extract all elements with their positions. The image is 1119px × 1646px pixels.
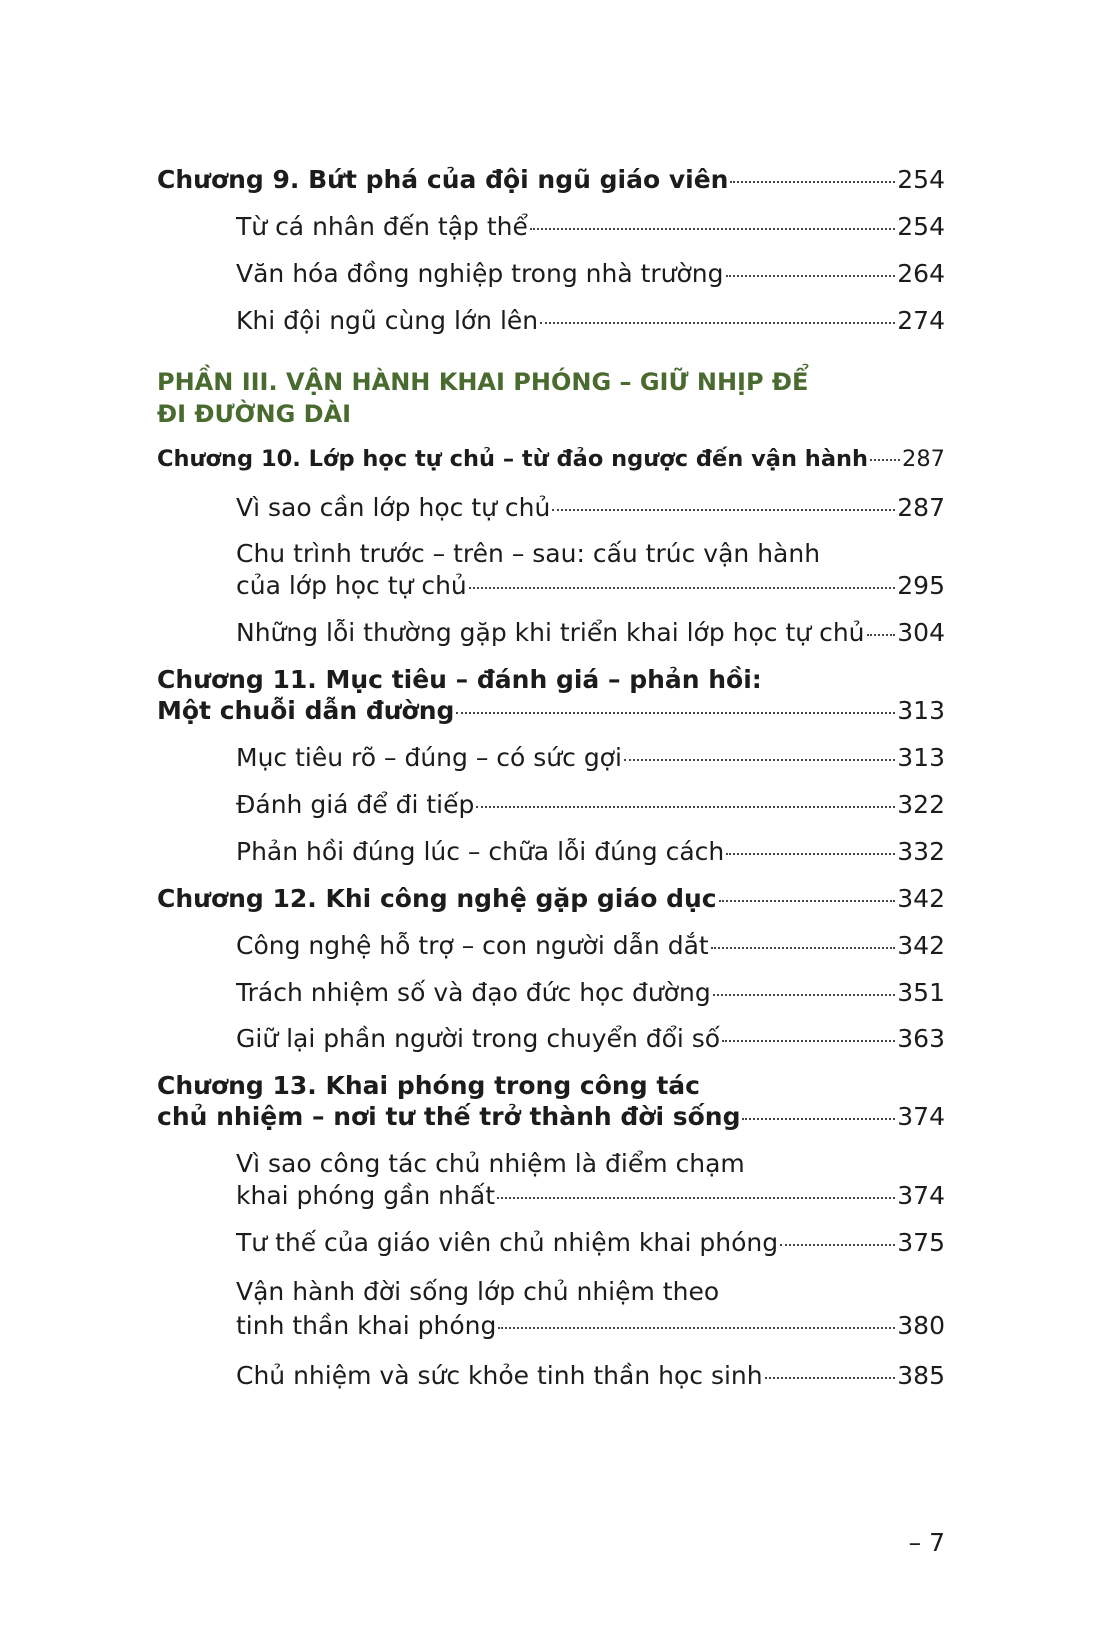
toc-chapter-11-line1[interactable]: Chương 11. Mục tiêu – đánh giá – phản hồi: <box>157 665 762 694</box>
toc-section[interactable] <box>236 931 945 960</box>
dot-leader <box>540 322 895 324</box>
toc-page-number: 351 <box>897 978 945 1007</box>
toc-entry-title: Phản hồi đúng lúc – chữa lỗi đúng cách <box>236 837 725 866</box>
toc-entry-title: Văn hóa đồng nghiệp trong nhà trường <box>236 259 724 288</box>
dot-leader <box>867 634 896 636</box>
toc-section[interactable] <box>236 1361 945 1390</box>
toc-chapter-12[interactable] <box>157 884 945 913</box>
toc-section-line1[interactable]: Vận hành đời sống lớp chủ nhiệm theo <box>236 1277 720 1306</box>
toc-section[interactable] <box>236 212 945 241</box>
dot-leader <box>469 587 896 589</box>
toc-page-number: 375 <box>897 1228 945 1257</box>
toc-section[interactable] <box>236 837 945 866</box>
toc-entry-title: Những lỗi thường gặp khi triển khai lớp học tự chủ <box>236 618 865 647</box>
toc-section[interactable] <box>236 978 945 1007</box>
toc-entry-title: Khi đội ngũ cùng lớn lên <box>236 306 539 335</box>
toc-entry-title: Một chuỗi dẫn đường <box>157 696 455 725</box>
toc-page-number: 313 <box>897 696 945 725</box>
dot-leader <box>456 712 895 714</box>
dot-leader <box>765 1377 896 1379</box>
toc-entry-title: Chương 9. Bứt phá của đội ngũ giáo viên <box>157 165 729 194</box>
toc-page-number: 322 <box>897 790 945 819</box>
toc-chapter-9[interactable] <box>157 165 945 194</box>
toc-section[interactable] <box>236 1181 945 1210</box>
toc-page-number: 374 <box>897 1102 945 1131</box>
toc-page-number: 363 <box>897 1024 945 1053</box>
toc-entry-title: Giữ lại phần người trong chuyển đổi số <box>236 1024 721 1053</box>
toc-entry-title: tinh thần khai phóng <box>236 1311 497 1340</box>
toc-section[interactable] <box>236 571 945 600</box>
dot-leader <box>713 994 896 996</box>
dot-leader <box>552 509 895 511</box>
toc-page-number: 380 <box>897 1311 945 1340</box>
toc-entry-title: Vì sao cần lớp học tự chủ <box>236 493 551 522</box>
toc-chapter-13[interactable] <box>157 1102 945 1131</box>
toc-section-line1[interactable]: Chu trình trước – trên – sau: cấu trúc vận hành <box>236 539 821 568</box>
dot-leader <box>726 275 896 277</box>
dot-leader <box>719 900 896 902</box>
toc-page-number: 287 <box>902 446 945 472</box>
dot-leader <box>870 459 900 461</box>
toc-section[interactable] <box>236 790 945 819</box>
dot-leader <box>498 1327 895 1329</box>
dot-leader <box>711 947 896 949</box>
toc-page-number: 264 <box>897 259 945 288</box>
toc-section[interactable] <box>236 493 945 522</box>
toc-page-number: 342 <box>897 931 945 960</box>
toc-entry-title: Trách nhiệm số và đạo đức học đường <box>236 978 711 1007</box>
toc-entry-title: Chương 12. Khi công nghệ gặp giáo dục <box>157 884 717 913</box>
dot-leader <box>722 1040 895 1042</box>
toc-section[interactable] <box>236 618 945 647</box>
part-heading-line2: ĐI ĐƯỜNG DÀI <box>157 400 352 428</box>
toc-page-number: 304 <box>897 618 945 647</box>
toc-page-number: 342 <box>897 884 945 913</box>
toc-page-number: 274 <box>897 306 945 335</box>
toc-entry-title: Chương 10. Lớp học tự chủ – từ đảo ngược đến vận hành <box>157 446 869 472</box>
toc-section[interactable] <box>236 1311 945 1340</box>
dot-leader <box>497 1197 895 1199</box>
dot-leader <box>530 228 895 230</box>
dot-leader <box>730 181 895 183</box>
toc-entry-title: Chủ nhiệm và sức khỏe tinh thần học sinh <box>236 1361 763 1390</box>
dot-leader <box>624 759 895 761</box>
dot-leader <box>780 1244 895 1246</box>
toc-page-number: 254 <box>897 212 945 241</box>
toc-section[interactable] <box>236 1228 945 1257</box>
toc-page-number: 374 <box>897 1181 945 1210</box>
toc-page-number: 295 <box>897 571 945 600</box>
toc-section-line1[interactable]: Vì sao công tác chủ nhiệm là điểm chạm <box>236 1149 745 1178</box>
toc-chapter-13-line1[interactable]: Chương 13. Khai phóng trong công tác <box>157 1071 700 1100</box>
toc-page-number: 254 <box>897 165 945 194</box>
toc-chapter-11[interactable] <box>157 696 945 725</box>
toc-entry-title: Công nghệ hỗ trợ – con người dẫn dắt <box>236 931 709 960</box>
dot-leader <box>726 853 895 855</box>
part-heading-line1: PHẦN III. VẬN HÀNH KHAI PHÓNG – GIỮ NHỊP ĐỂ <box>157 368 809 396</box>
toc-section[interactable] <box>236 1024 945 1053</box>
toc-entry-title: của lớp học tự chủ <box>236 571 467 600</box>
toc-entry-title: Đánh giá để đi tiếp <box>236 790 475 819</box>
toc-entry-title: khai phóng gần nhất <box>236 1181 495 1210</box>
toc-entry-title: Từ cá nhân đến tập thể <box>236 212 528 241</box>
toc-chapter-10[interactable] <box>157 446 945 472</box>
toc-page-number: 332 <box>897 837 945 866</box>
toc-section[interactable] <box>236 306 945 335</box>
toc-entry-title: Tư thế của giáo viên chủ nhiệm khai phóng <box>236 1228 779 1257</box>
page-number-footer: – 7 <box>908 1528 945 1557</box>
toc-section[interactable] <box>236 743 945 772</box>
toc-section[interactable] <box>236 259 945 288</box>
toc-page-number: 287 <box>897 493 945 522</box>
dot-leader <box>476 806 895 808</box>
toc-entry-title: chủ nhiệm – nơi tư thế trở thành đời sống <box>157 1102 741 1131</box>
toc-entry-title: Mục tiêu rõ – đúng – có sức gợi <box>236 743 622 772</box>
toc-page-number: 385 <box>897 1361 945 1390</box>
toc-page-number: 313 <box>897 743 945 772</box>
dot-leader <box>742 1118 895 1120</box>
